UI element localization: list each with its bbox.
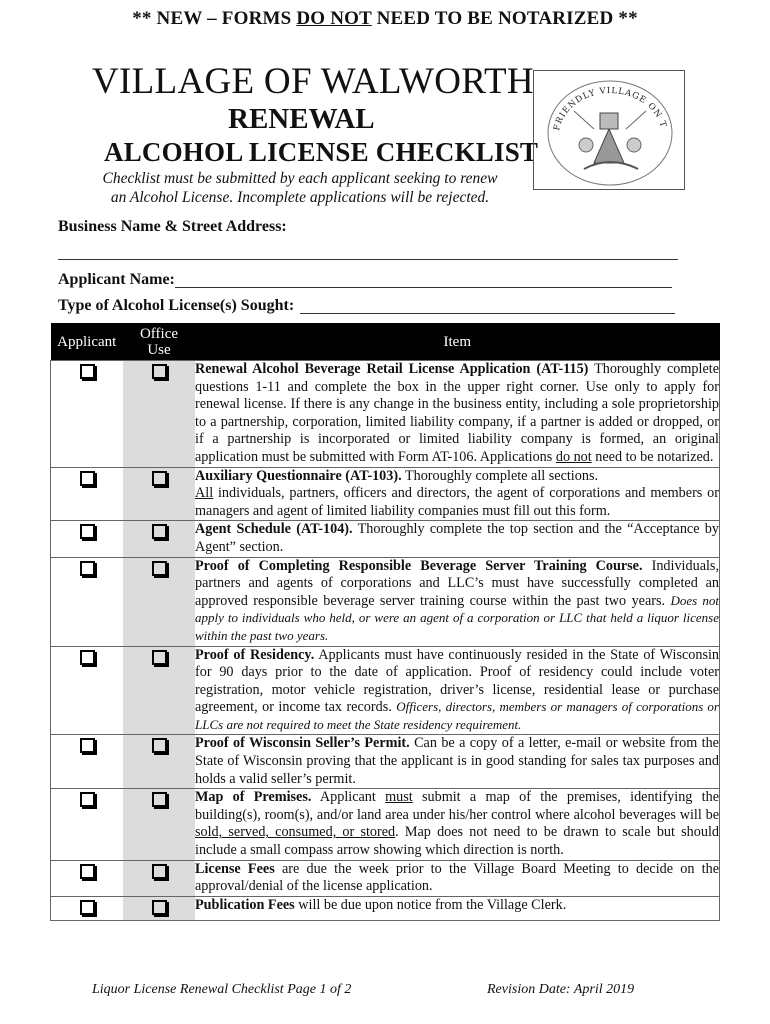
office-checkbox[interactable] xyxy=(152,561,167,576)
item-description: Auxiliary Questionnaire (AT-103). Thoroughly complete all sections. All individuals, partners, officers and directors, the agent of corporations and members or managers and agent of limited liability companies must fill out this form. xyxy=(195,467,720,521)
footer-revision-date: Revision Date: April 2019 xyxy=(487,982,635,997)
renewal-heading: RENEWAL xyxy=(228,103,375,135)
seal-text: FRIENDLY VILLAGE ON T xyxy=(552,86,669,132)
column-header-office-use: Office Use xyxy=(123,323,195,361)
page-title: VILLAGE OF WALWORTH xyxy=(92,61,534,102)
checklist-table xyxy=(50,323,720,921)
item-description: Map of Premises. Applicant must submit a map of the premises, identifying the building(s), room(s), and/or land area under his/her control where alcohol beverages will be sold, served, consumed, or stored. Map does not need to be drawn to scale but should include a small compass arrow showing which direction is north. xyxy=(195,789,720,860)
office-checkbox[interactable] xyxy=(152,864,167,879)
item-description: Proof of Completing Responsible Beverage Server Training Course. Individuals, partners and agents of corporations and LLC’s must have successfully completed an approved responsible beverage server training course within the past two years. Does not apply to individuals who held, or were an agent of a corporation or LLC that held a liquor license within the past two years. xyxy=(195,557,720,646)
item-description: Agent Schedule (AT-104). Thoroughly complete the top section and the “Acceptance by Agent” section. xyxy=(195,521,720,557)
office-checkbox[interactable] xyxy=(152,524,167,539)
table-row xyxy=(51,557,720,646)
applicant-checkbox[interactable] xyxy=(80,364,95,379)
office-checkbox[interactable] xyxy=(152,364,167,379)
business-address-input-line[interactable] xyxy=(58,259,678,260)
table-row xyxy=(51,361,720,468)
item-description: Proof of Residency. Applicants must have continuously resided in the State of Wisconsin for 90 days prior to the date of application. Proof of residency could include voter registration, motor vehicle registration, driver’s license, residential lease or purchase agreement, or income tax records. Officers, directors, members or managers of corporations or LLCs are not required to meet the State residency requirement. xyxy=(195,646,720,735)
table-row xyxy=(51,646,720,735)
applicant-checkbox[interactable] xyxy=(80,650,95,665)
applicant-checkbox[interactable] xyxy=(80,561,95,576)
table-row xyxy=(51,467,720,521)
applicant-field-label: Applicant Name: xyxy=(58,271,175,288)
applicant-checkbox[interactable] xyxy=(80,792,95,807)
item-description: License Fees are due the week prior to the Village Board Meeting to decide on the approval/denial of the license application. xyxy=(195,860,720,896)
license-type-input-line[interactable] xyxy=(300,313,675,314)
item-description: Proof of Wisconsin Seller’s Permit. Can be a copy of a letter, e-mail or website from the State of Wisconsin proving that the applicant is in good standing for sales tax purposes and holds a valid seller’s permit. xyxy=(195,735,720,789)
table-row xyxy=(51,860,720,896)
applicant-checkbox[interactable] xyxy=(80,738,95,753)
applicant-checkbox[interactable] xyxy=(80,864,95,879)
checklist-title: ALCOHOL LICENSE CHECKLIST xyxy=(104,137,539,167)
business-field-label: Business Name & Street Address: xyxy=(58,218,287,235)
table-row xyxy=(51,521,720,557)
item-description: Publication Fees will be due upon notice from the Village Clerk. xyxy=(195,896,720,921)
license-type-field-label: Type of Alcohol License(s) Sought: xyxy=(58,297,295,314)
applicant-name-input-line[interactable] xyxy=(175,287,672,288)
office-checkbox[interactable] xyxy=(152,650,167,665)
column-header-applicant: Applicant xyxy=(51,323,124,361)
applicant-checkbox[interactable] xyxy=(80,900,95,915)
footer-page-label: Liquor License Renewal Checklist Page 1 of 2 xyxy=(92,982,352,997)
office-checkbox[interactable] xyxy=(152,738,167,753)
item-description: Renewal Alcohol Beverage Retail License Application (AT-115) Thoroughly complete questions 1-11 and complete the box in the upper right corner. Use only to apply for renewal license. If there is any change in the business entity, including a sole proprietorship to a partnership, corporation, limited liability company, if a partner is added or dropped, or if a partnership is incorporated or limited liability company is formed, an original application must be submitted with Form AT-106. Applications do not need to be notarized. xyxy=(195,361,720,468)
office-checkbox[interactable] xyxy=(152,471,167,486)
office-checkbox[interactable] xyxy=(152,792,167,807)
column-header-item: Item xyxy=(195,323,720,361)
table-header-row xyxy=(51,323,720,361)
village-seal-logo xyxy=(533,70,685,190)
table-row xyxy=(51,789,720,860)
instructions-text: Checklist must be submitted by each applicant seeking to renew an Alcohol License. Incomplete applications will be rejected. xyxy=(102,170,498,206)
table-row xyxy=(51,735,720,789)
applicant-checkbox[interactable] xyxy=(80,524,95,539)
table-row xyxy=(51,896,720,921)
notary-notice: ** NEW – FORMS DO NOT NEED TO BE NOTARIZED ** xyxy=(132,8,638,29)
office-checkbox[interactable] xyxy=(152,900,167,915)
applicant-checkbox[interactable] xyxy=(80,471,95,486)
